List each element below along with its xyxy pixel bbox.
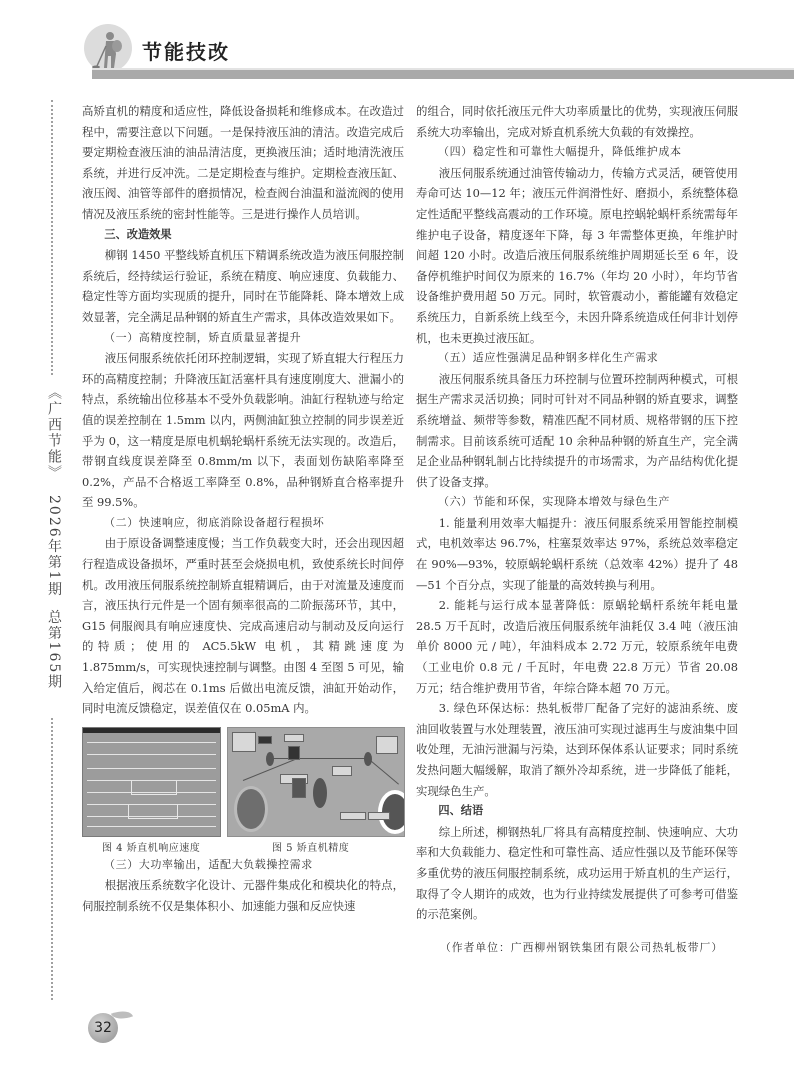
figure-4-caption: 图 4 矫直机响应速度: [102, 842, 201, 854]
issue-number: 2026年第1期: [46, 495, 62, 598]
paragraph: 液压伺服系统依托闭环控制逻辑，实现了矫直辊大行程压力环的高精度控制；升降液压缸活塞杆具有速度刚度大、泄漏小的特点，系统输出位移基本不受外负载影响。油缸行程轨迹与给定值的误差控制在 1.5mm 以内，两侧油缸独立控制的同步误差近乎为 0，这一精度是原电机蜗轮蜗杆系统无法实现的。改造后，带钢直线度误差降至 0.8mm/m 以下，表面划伤缺陷率降至 0.2%，产品不合格返工率降至 0.8%，品种钢矫直合格率提升至 99.5%。: [82, 351, 404, 510]
paragraph: 液压伺服系统通过油管传输动力，传输方式灵活，硬管使用寿命可达 10—12 年；液压元件润滑性好、磨损小，系统整体稳定性适配平整线高震动的工作环境。原电控蜗轮蜗杆系统需每年维护电子设备，精度逐年下降，每 3 年需整体更换，年维护时间超 120 小时。改造后液压伺服系统维护周期延长至 6 年，设备停机维护时间仅为原来的 16.7%（年均 20 小时），年均节省设备维护费用超 50 万元。同时，软管震动小，蓄能罐有效稳定系统压力，自新系统上线至今，未因升降系统造成任何非计划停机，也未更换过液压缸。: [416, 165, 738, 345]
dotted-rule-bottom: [51, 718, 53, 1000]
paragraph: 柳钢 1450 平整线矫直机压下精调系统改造为液压伺服控制系统后，经持续运行验证，系统在精度、响应速度、负载能力、稳定性等方面均实现质的提升，同时在节能降耗、降本增效上成效显著，完全满足品种钢的矫直生产需求，具体改造效果如下。: [82, 248, 404, 324]
paragraph: 根据液压系统数字化设计、元器件集成化和模块化的特点，伺服控制系统不仅是集体积小、加速能力强和反应快速: [82, 878, 404, 913]
section-heading: 三、改造效果: [104, 227, 172, 241]
figure-5-precision-hmi-screenshot: [227, 727, 405, 837]
paragraph: 1. 能量利用效率大幅提升：液压伺服系统采用智能控制模式，电机效率达 96.7%，柱塞泵效率达 97%，系统总效率稳定在 90%—93%，较原蜗轮蜗杆系统（总效率 42%）提升了 48—51 个百分点，实现了能量的高效转换与利用。: [416, 515, 738, 592]
section-title: 节能技改: [142, 40, 230, 64]
sidebar-journal-info: [38, 100, 68, 1000]
left-column: [82, 101, 404, 917]
page-header: [0, 0, 794, 80]
subsection-heading: （一）高精度控制，矫直质量显著提升: [104, 330, 302, 344]
paragraph: 液压伺服系统具备压力环控制与位置环控制两种模式，可根据生产需求灵活切换；同时可针对不同品种钢的矫直要求，调整系统增益、频带等参数，精准匹配不同材质、规格带钢的压下控制需求。目前该系统可适配 10 余种品种钢的矫直生产，完全满足企业品种钢轧制占比持续提升的市场需求，为产品结构优化提供了设备支撑。: [416, 371, 738, 489]
subsection-heading: （四）稳定性和可靠性大幅提升，降低维护成本: [438, 145, 682, 159]
paragraph: 2. 能耗与运行成本显著降低：原蜗轮蜗杆系统年耗电量 28.5 万千瓦时，改造后液压伺服系统年油耗仅 3.4 吨（液压油单价 8000 元 / 吨），年油料成本 2.72 万元，较原系统年电费（工业电价 0.8 元 / 千瓦时，年电费 22.8 万元）节省 20.08 万元；结合维护费用节省，年综合降本超 70 万元。: [416, 598, 738, 695]
subsection-heading: （六）节能和环保，实现降本增效与绿色生产: [438, 495, 670, 509]
section-heading: 四、结语: [438, 804, 484, 818]
paragraph: 3. 绿色环保达标：热轧板带厂配备了完好的滤油系统、废油回收装置与水处理装置，液压油可实现过滤再生与废油集中回收处理，无油污泄漏与污染，达到环保体系认证要求；同时系统发热问题大幅缓解，取消了额外冷却系统，进一步降低了能耗，实现绿色生产。: [416, 701, 738, 798]
dotted-rule-top: [51, 100, 53, 375]
subsection-heading: （三）大功率输出，适配大负载操控需求: [104, 857, 313, 871]
page-number: 32: [88, 1013, 118, 1043]
paragraph: 的组合，同时依托液压元件大功率质量比的优势，实现液压伺服系统大功率输出，完成对矫直机系统大负载的有效操控。: [416, 104, 738, 139]
journal-name: 《广西节能》: [46, 385, 62, 481]
worker-with-tool-icon: [84, 24, 132, 72]
subsection-heading: （五）适应性强满足品种钢多样化生产需求: [438, 351, 659, 365]
paragraph: 由于原设备调整速度慢；当工作负载变大时，还会出现因超行程造成设备损坏，严重时甚至会烧损电机，致使系统长时间停机。改用液压伺服系统控制矫直辊精调后，由于对流量及速度而言，液压执行元件是一个固有频率很高的二阶振荡环节，其中，G15 伺服阀具有响应速度快、完成高速启动与制动及反向运行的特质；使用的 AC5.5kW 电机，其精跳速度为 1.875mm/s，可实现快速控制与调整。由图 4 至图 5 可见，输入给定值后，阀芯在 0.1ms 后做出电流反馈，油缸开始动作，同时电流反馈稳定，误差值仅在 0.05mA 内。: [82, 536, 404, 716]
right-column: [416, 101, 738, 925]
total-issue-number: 总第165期: [46, 609, 62, 691]
subsection-heading: （二）快速响应，彻底消除设备超行程损坏: [104, 515, 325, 529]
figure-4-response-speed-screenshot: [82, 727, 221, 837]
journal-issue-text: [40, 385, 68, 690]
paragraph: 综上所述，柳钢热轧厂将具有高精度控制、快速响应、大功率和大负载能力、稳定性和可靠性高、适应性强以及节能环保等多重优势的液压伺服控制系统，成功运用于矫直机的生产运行，取得了令人期许的成效，也为行业持续发展提供了可参考可借鉴的示范案例。: [416, 824, 738, 922]
header-rule: [92, 68, 794, 79]
author-affiliation: （作者单位：广西柳州钢铁集团有限公司热轧板带厂）: [440, 941, 724, 954]
figure-5-caption: 图 5 矫直机精度: [272, 842, 350, 854]
paragraph: 高矫直机的精度和适应性，降低设备损耗和维修成本。在改造过程中，需要注意以下问题。一是保持液压油的清洁。改造完成后要定期检查液压油的油品清洁度，更换液压油；适时地清洗液压系统，并进行反冲洗。二是定期检查与维护。定期检查液压缸、液压阀、油管等部件的磨损情况，检查阀台油温和溢流阀的使用情况及液压系统的密封性能等。三是进行操作人员培训。: [82, 104, 404, 221]
figures: [82, 727, 404, 855]
